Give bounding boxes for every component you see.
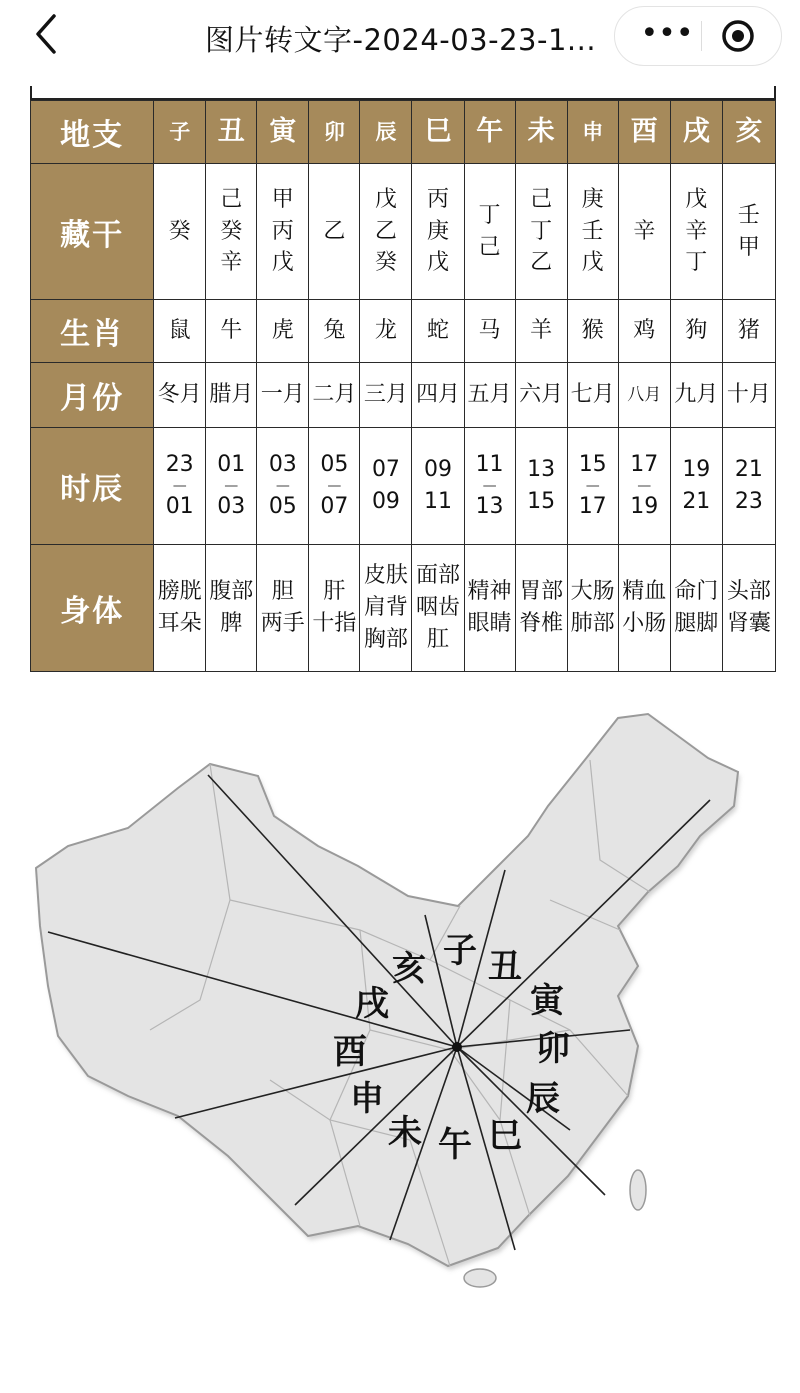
table-cell: 庚 壬 戊: [567, 164, 618, 300]
map-label-xu: 戌: [355, 984, 389, 1024]
table-cell: 19 21: [670, 428, 722, 545]
table-cell: 猴: [567, 300, 618, 363]
map-label-zi: 子: [443, 931, 477, 971]
map-label-yin: 寅: [530, 981, 564, 1021]
table-cell: 腹部 脾: [206, 545, 257, 672]
page-title: 图片转文字-2024-03-23-1...: [205, 23, 597, 57]
header-cell: 酉: [618, 101, 670, 164]
table-cell: 己 丁 乙: [515, 164, 567, 300]
center-point: [452, 1042, 462, 1052]
row-label-shichen: 时辰: [31, 428, 154, 545]
table-cell: 狗: [670, 300, 722, 363]
table-cell: 07 09: [360, 428, 412, 545]
table-cell: 戊 乙 癸: [360, 164, 412, 300]
table-cell: 11 — 13: [464, 428, 515, 545]
island-hainan: [464, 1269, 496, 1287]
map-label-mao: 卯: [536, 1029, 570, 1069]
header-cell: 午: [464, 101, 515, 164]
row-label-shenti: 身体: [31, 545, 154, 672]
table-cell: 马: [464, 300, 515, 363]
table-cell: 面部 咽齿 肛: [412, 545, 464, 672]
header-cell: 巳: [412, 101, 464, 164]
header-cell: 亥: [722, 101, 775, 164]
map-label-chen: 辰: [526, 1079, 560, 1119]
table-cell: 腊月: [206, 363, 257, 428]
header-cell: 申: [567, 101, 618, 164]
mini-program-capsule: [614, 6, 782, 66]
table-cell: 二月: [309, 363, 360, 428]
table-cell: 头部 肾囊: [722, 545, 775, 672]
shenti-row: [31, 545, 776, 672]
table-cell: 15 — 17: [567, 428, 618, 545]
table-cell: 羊: [515, 300, 567, 363]
header-cell: 辰: [360, 101, 412, 164]
map-label-shen: 申: [350, 1079, 384, 1119]
table-cell: 十月: [722, 363, 775, 428]
table-cell: 四月: [412, 363, 464, 428]
table-cell: 蛇: [412, 300, 464, 363]
table-cell: 一月: [257, 363, 309, 428]
map-label-si: 巳: [488, 1116, 522, 1156]
table-cell: 精血 小肠: [618, 545, 670, 672]
table-cell: 兔: [309, 300, 360, 363]
table-cell: 七月: [567, 363, 618, 428]
table-cell: 鼠: [154, 300, 206, 363]
table-cell: 肝 十指: [309, 545, 360, 672]
table-cell: 虎: [257, 300, 309, 363]
table-cell: 三月: [360, 363, 412, 428]
table-cell: 八月: [618, 363, 670, 428]
map-label-chou: 丑: [488, 947, 522, 987]
capsule-divider: [701, 21, 702, 51]
table-cell: 01 — 03: [206, 428, 257, 545]
island-taiwan: [630, 1170, 646, 1210]
table-cell: 鸡: [618, 300, 670, 363]
more-icon[interactable]: •••: [640, 16, 694, 51]
header-row: [31, 101, 776, 164]
china-branch-map: [30, 700, 776, 1300]
table-cell: 牛: [206, 300, 257, 363]
table-cell: 六月: [515, 363, 567, 428]
header-cell: 丑: [206, 101, 257, 164]
table-cell: 乙: [309, 164, 360, 300]
table-cell: 癸: [154, 164, 206, 300]
table-cell: 17 — 19: [618, 428, 670, 545]
shengxiao-row: [31, 300, 776, 363]
table-cell: 胆 两手: [257, 545, 309, 672]
table-cell: 23 — 01: [154, 428, 206, 545]
canggan-row: [31, 164, 776, 300]
header-cell: 戌: [670, 101, 722, 164]
table-cell: 膀胱 耳朵: [154, 545, 206, 672]
map-label-wei: 未: [388, 1113, 422, 1153]
table-cell: 皮肤 肩背 胸部: [360, 545, 412, 672]
close-target-icon[interactable]: [721, 19, 755, 53]
map-label-wu: 午: [438, 1125, 472, 1165]
table-cell: 龙: [360, 300, 412, 363]
back-arrow-icon[interactable]: [28, 14, 68, 54]
table-cell: 21 23: [722, 428, 775, 545]
table-cell: 09 11: [412, 428, 464, 545]
map-label-you: 酉: [333, 1032, 367, 1072]
table-cell: 猪: [722, 300, 775, 363]
table-cell: 命门 腿脚: [670, 545, 722, 672]
header-cell: 子: [154, 101, 206, 164]
table-cell: 甲 丙 戊: [257, 164, 309, 300]
table-cell: 大肠 肺部: [567, 545, 618, 672]
map-label-hai: 亥: [392, 949, 426, 989]
table-cell: 精神 眼睛: [464, 545, 515, 672]
table-cell: 壬 甲: [722, 164, 775, 300]
header-cell: 卯: [309, 101, 360, 164]
shichen-row: [31, 428, 776, 545]
table-cell: 03 — 05: [257, 428, 309, 545]
table-cell: 丁 己: [464, 164, 515, 300]
row-label-yuefen: 月份: [31, 363, 154, 428]
table-cell: 五月: [464, 363, 515, 428]
header-cell: 未: [515, 101, 567, 164]
header-cell: 寅: [257, 101, 309, 164]
table-cell: 冬月: [154, 363, 206, 428]
earthly-branches-table: [30, 100, 776, 672]
table-cell: 戊 辛 丁: [670, 164, 722, 300]
table-cell: 05 — 07: [309, 428, 360, 545]
header-label: 地支: [31, 101, 154, 164]
table-cell: 己 癸 辛: [206, 164, 257, 300]
table-top-fragment: [30, 86, 776, 100]
table-cell: 辛: [618, 164, 670, 300]
top-nav-bar: [0, 0, 800, 86]
table-cell: 丙 庚 戊: [412, 164, 464, 300]
row-label-canggan: 藏干: [31, 164, 154, 300]
table-cell: 胃部 脊椎: [515, 545, 567, 672]
table-cell: 13 15: [515, 428, 567, 545]
row-label-shengxiao: 生肖: [31, 300, 154, 363]
yuefen-row: [31, 363, 776, 428]
map-figure: [30, 700, 776, 1300]
table-cell: 九月: [670, 363, 722, 428]
